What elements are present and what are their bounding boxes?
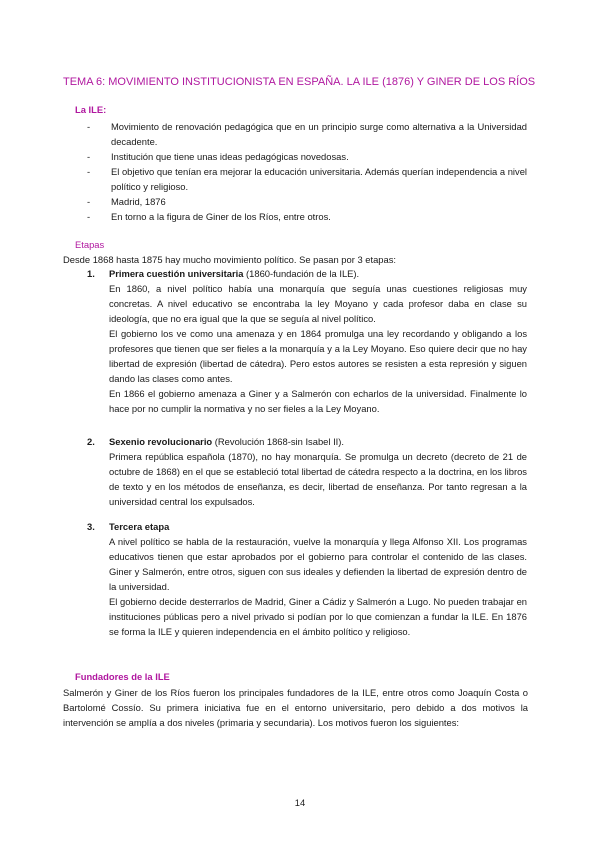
stage-1 [87, 266, 527, 416]
stage-number: 3. [87, 521, 95, 532]
stage-paragraph: En 1866 el gobierno amenaza a Giner y a Salmerón con echarlos de la universidad. Finalmente lo hace por no cumplir la normativa y no ser fieles a la Ley Moyano. [109, 388, 527, 414]
stage-2 [87, 434, 527, 509]
stage-paragraph: El gobierno los ve como una amenaza y en 1864 promulga una ley recordando y obligando a los profesores que tienen que ser fieles a la monarquía y a la Ley Moyano. Eso quiere decir que no hay libertad de expresión (libertad de cátedra). Pero estos autores se resisten a esta represión y siguen dando las clases como antes. [109, 328, 527, 384]
fundadores-text: Salmerón y Giner de los Ríos fueron los principales fundadores de la ILE, entre otros como Joaquín Costa o Bartolomé Cossío. Su primera iniciativa fue en el entorno universitario, pero debido a dos motivos la intervención se amplía a dos niveles (primaria y secundaria). Los motivos fueron los siguientes: [63, 687, 528, 728]
ile-bullet-list [87, 119, 527, 224]
stage-paragraph: En 1860, a nivel político había una monarquía que seguía unas cuestiones religiosas muy concretas. A nivel educativo se encontraba la ley Moyano y cada profesor daba en clase su ideología, que no era igual que la que se seguía al nivel político. [109, 283, 527, 324]
list-item: - Madrid, 1876 [87, 196, 166, 207]
stage-title: Tercera etapa [109, 521, 170, 532]
stage-number: 1. [87, 268, 95, 279]
stage-paragraph: Primera república española (1870), no hay monarquía. Se promulga un decreto (decreto de 21 de octubre de 1868) en el que se estableció total libertad de cátedra respecto a la doctrina, en los libros de texto y en los métodos de enseñanza, es decir, libertad de enseñanza. Por tanto regresan a la universidad central los expulsados. [109, 451, 527, 507]
stage-subtitle: (1860-fundación de la ILE). [243, 268, 360, 279]
list-item: - El objetivo que tenían era mejorar la educación universitaria. Además querían independencia a nivel político y religioso. [87, 166, 527, 192]
stage-number: 2. [87, 436, 95, 447]
page-title: TEMA 6: MOVIMIENTO INSTITUCIONISTA EN ESPAÑA. LA ILE (1876) Y GINER DE LOS RÍOS [63, 76, 536, 88]
stage-paragraph: A nivel político se habla de la restauración, vuelve la monarquía y llega Alfonso XII. Los programas educativos tienen que estar aprobados por el gobierno para controlar el contenido de las clases. Giner y Salmerón, entre otros, siguen con sus ideales y defienden la libertad de expresión dentro de la universidad. [109, 536, 527, 592]
stage-3 [87, 519, 527, 639]
fundadores-heading: Fundadores de la ILE [75, 671, 170, 682]
stage-paragraph: El gobierno decide desterrarlos de Madrid, Giner a Cádiz y Salmerón a Lugo. No pueden trabajar en instituciones públicas pero a nivel privado si podían por lo que comienzan a fundar la ILE. En 1876 se forma la ILE y quieren independencia en el ámbito político y religioso. [109, 596, 527, 637]
page-number: 14 [294, 797, 306, 808]
ile-heading: La ILE: [75, 104, 107, 115]
stage-title: Primera cuestión universitaria [109, 268, 244, 279]
etapas-heading: Etapas [75, 239, 105, 250]
stage-title: Sexenio revolucionario [109, 436, 213, 447]
list-item: - En torno a la figura de Giner de los Ríos, entre otros. [87, 211, 331, 222]
stage-subtitle: (Revolución 1868-sin Isabel II). [212, 436, 345, 447]
list-item: - Institución que tiene unas ideas pedagógicas novedosas. [87, 151, 349, 162]
etapas-intro: Desde 1868 hasta 1875 hay mucho movimiento político. Se pasan por 3 etapas: [63, 254, 397, 265]
list-item: - Movimiento de renovación pedagógica que en un principio surge como alternativa a la Universidad decadente. [87, 121, 527, 147]
